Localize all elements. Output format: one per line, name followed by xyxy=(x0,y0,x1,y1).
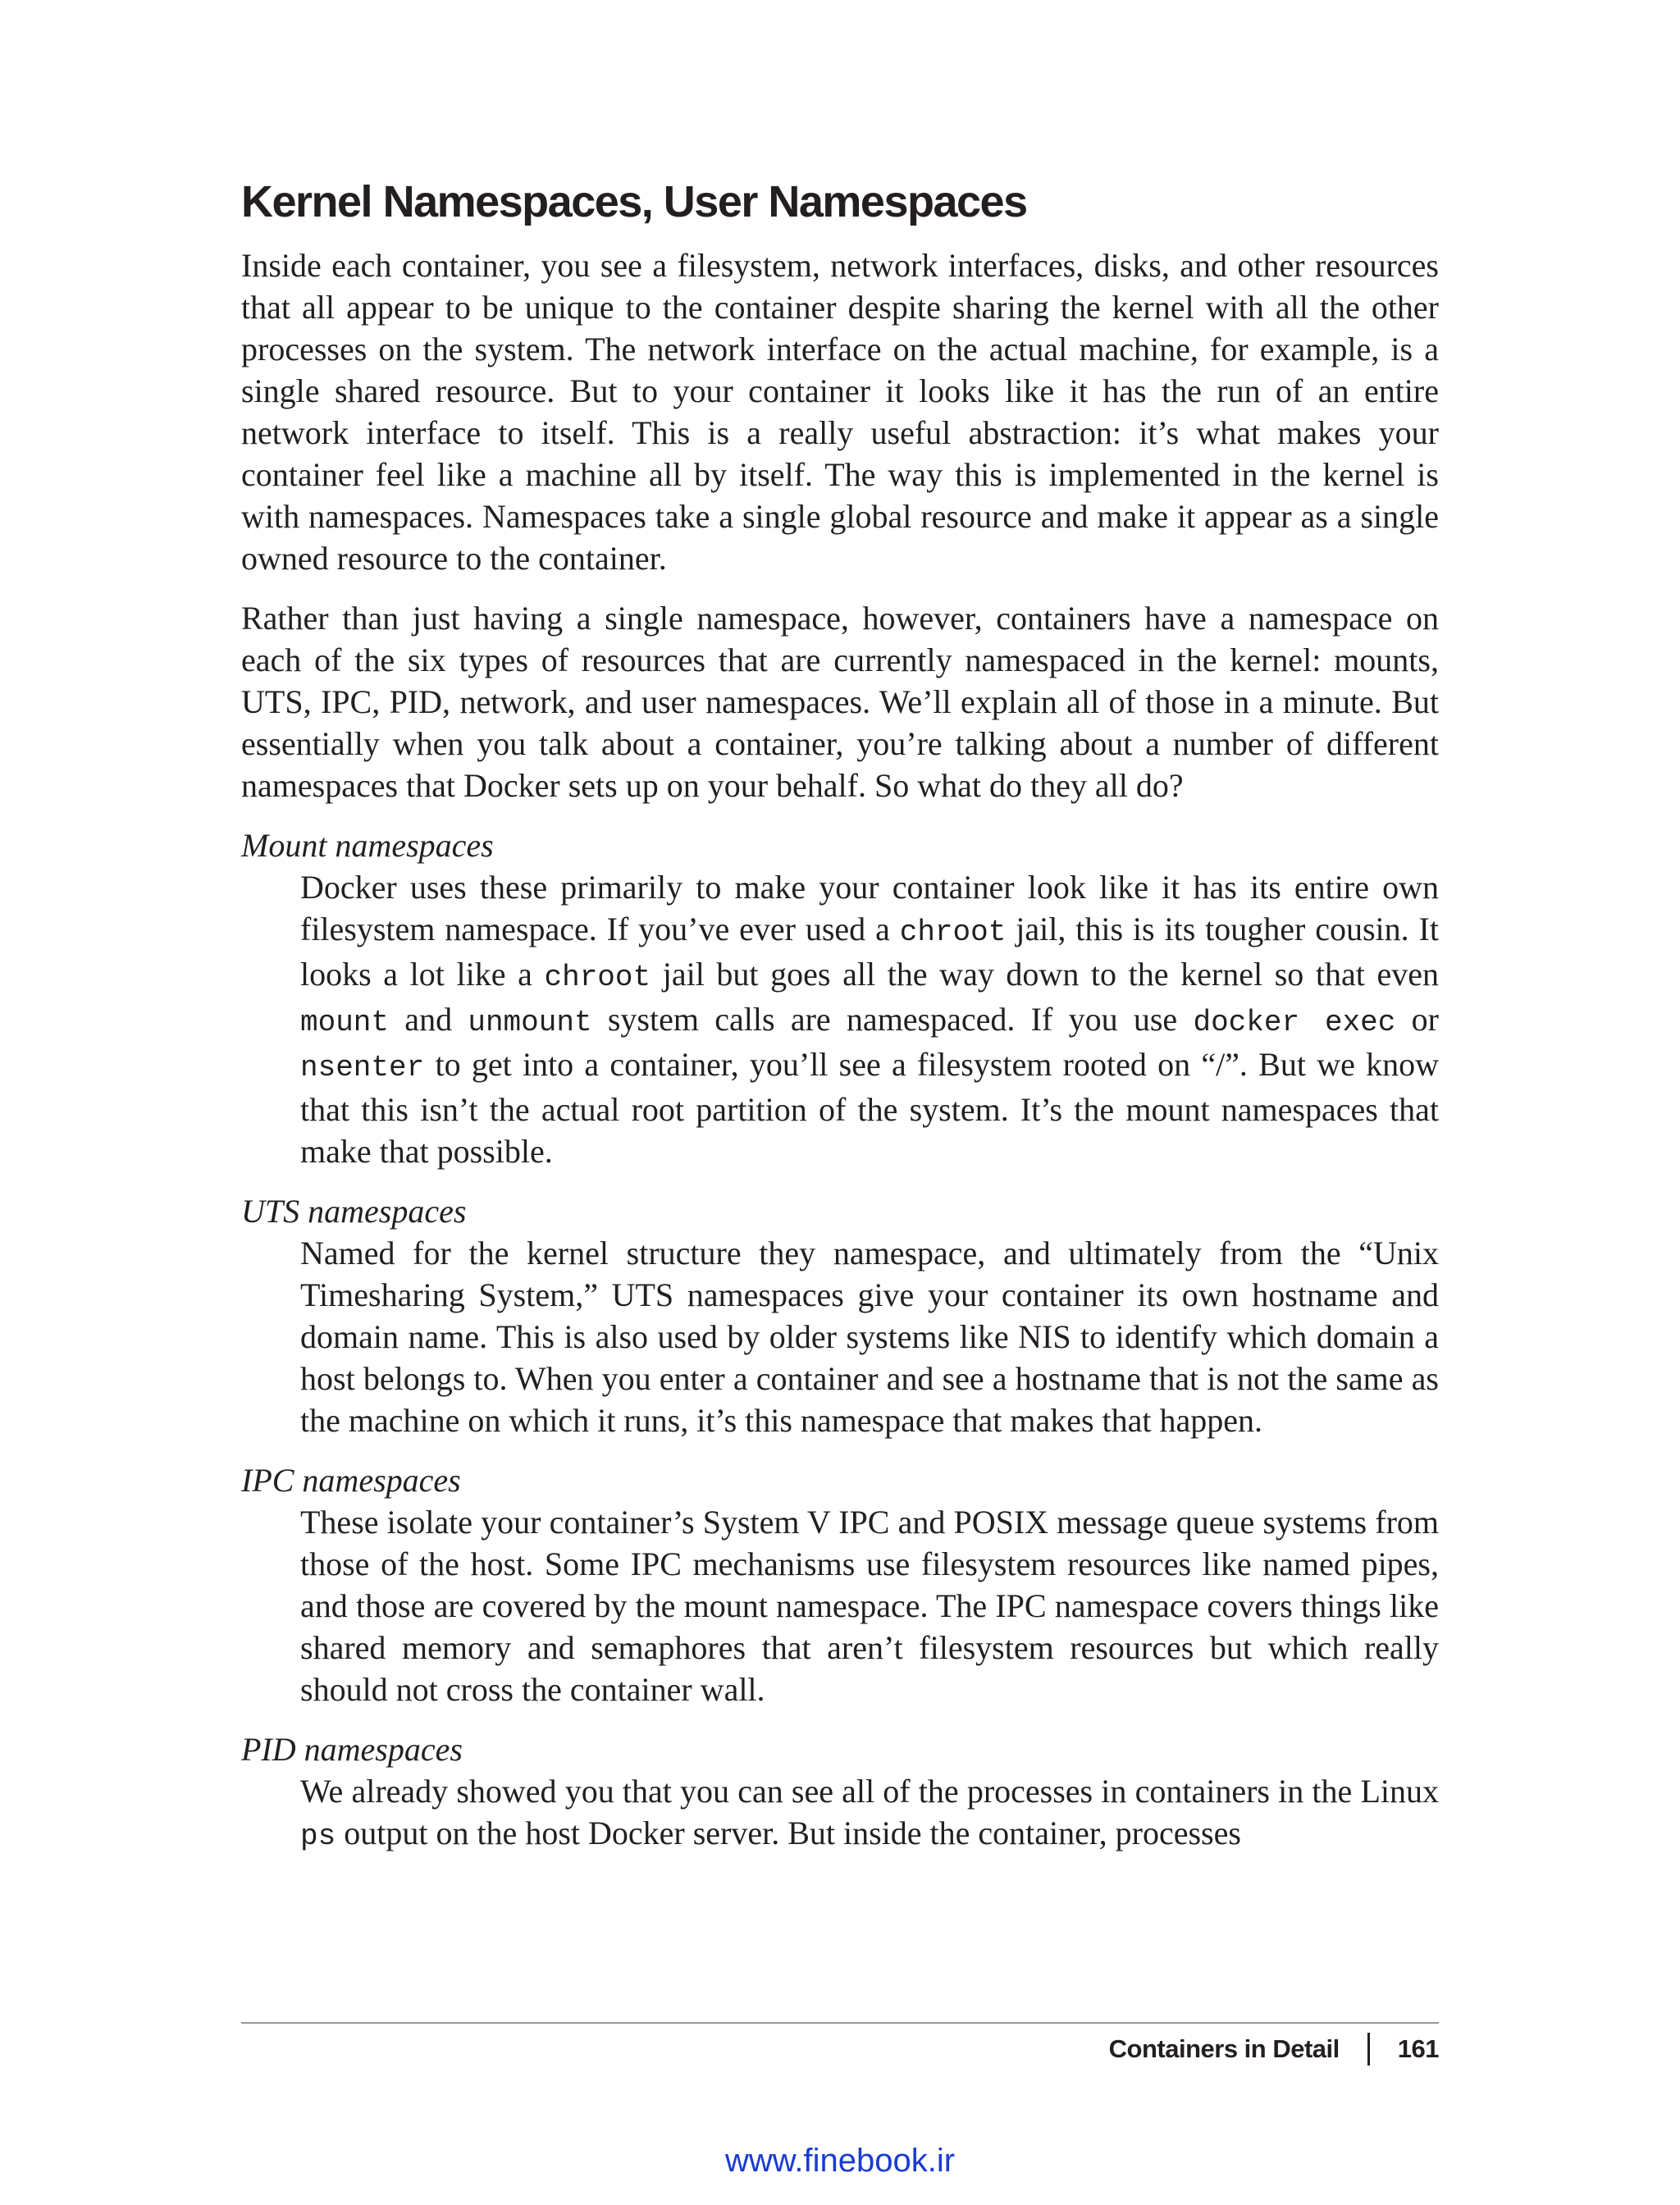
definition-list xyxy=(241,824,1439,1857)
code-chroot: chroot xyxy=(899,915,1007,949)
code-ps: ps xyxy=(300,1819,336,1853)
running-footer xyxy=(1109,2033,1439,2066)
text-span: or xyxy=(1395,1001,1439,1038)
code-docker-exec: docker exec xyxy=(1193,1006,1396,1039)
term-pid-namespaces: PID namespaces xyxy=(241,1731,463,1768)
code-unmount: unmount xyxy=(468,1006,592,1039)
footer-separator xyxy=(1367,2033,1370,2066)
footer-chapter-title: Containers in Detail xyxy=(1108,2034,1340,2063)
text-span: and xyxy=(389,1001,468,1038)
definition-uts-namespaces: Named for the kernel structure they namespace, and ultimately from the “Unix Timesharing System,” UTS namespaces give your container its own hostname and domain name. This is also used by older systems like NIS to identify which domain a host belongs to. When you enter a container and see a hostname that is not the same as the machine on which it runs, it’s this namespace that makes that happen. xyxy=(300,1235,1439,1439)
term-mount-namespaces: Mount namespaces xyxy=(241,827,494,864)
text-span: to get into a container, you’ll see a filesystem rooted on “/”. But we know that this isn’t the actual root partition of the system. It’s the mount namespaces that make that possible. xyxy=(300,1046,1439,1170)
text-span: jail, this is its tougher cousin. It looks a lot like a xyxy=(300,911,1439,993)
section-title: Kernel Namespaces, User Namespaces xyxy=(241,177,1027,226)
paragraph-intro: Inside each container, you see a filesystem, network interfaces, disks, and other resources that all appear to be unique to the container despite sharing the kernel with all the other processes on the system. The network interface on the actual machine, for example, is a single shared resource. But to your container it looks like it has the run of an entire network interface to itself. This is a really useful abstraction: it’s what makes your container feel like a machine all by itself. The way this is implemented in the kernel is with namespaces. Namespaces take a single global resource and make it appear as a single owned resource to the container. xyxy=(241,247,1439,577)
footer-rule xyxy=(241,2022,1439,2024)
code-mount: mount xyxy=(300,1006,390,1039)
text-span: We already showed you that you can see all of the processes in containers in the Linux xyxy=(300,1773,1439,1810)
watermark-link[interactable]: www.finebook.ir xyxy=(724,2143,956,2179)
definition-ipc-namespaces: These isolate your container’s System V IPC and POSIX message queue systems from those of the host. Some IPC mechanisms use filesystem resources like named pipes, and those are covered by the mount namespace. The IPC namespace covers things like shared memory and semaphores that aren’t filesystem resources but which really should not cross the container wall. xyxy=(300,1504,1439,1708)
paragraph-namespace-types: Rather than just having a single namespace, however, containers have a namespace on each of the six types of resources that are currently namespaced in the kernel: mounts, UTS, IPC, PID, network, and user namespaces. We’ll explain all of those in a minute. But essentially when you talk about a container, you’re talking about a number of different namespaces that Docker sets up on your behalf. So what do they all do? xyxy=(241,600,1439,804)
term-ipc-namespaces: IPC namespaces xyxy=(241,1462,461,1499)
code-nsenter: nsenter xyxy=(300,1051,425,1084)
definition-pid-namespaces xyxy=(300,1770,1439,1857)
page-content xyxy=(241,172,1439,1875)
definition-mount-namespaces xyxy=(300,866,1439,1172)
text-span: output on the host Docker server. But inside the container, processes xyxy=(336,1815,1241,1851)
text-span: system calls are namespaced. If you use xyxy=(591,1001,1194,1038)
term-uts-namespaces: UTS namespaces xyxy=(241,1193,467,1230)
text-span: Docker uses these primarily to make your container look like it has its entire own filesystem namespace. If you’ve ever used a xyxy=(300,869,1439,947)
page-number: 161 xyxy=(1397,2034,1439,2063)
text-span: jail but goes all the way down to the kernel so that even xyxy=(651,956,1439,993)
code-chroot: chroot xyxy=(544,961,651,994)
